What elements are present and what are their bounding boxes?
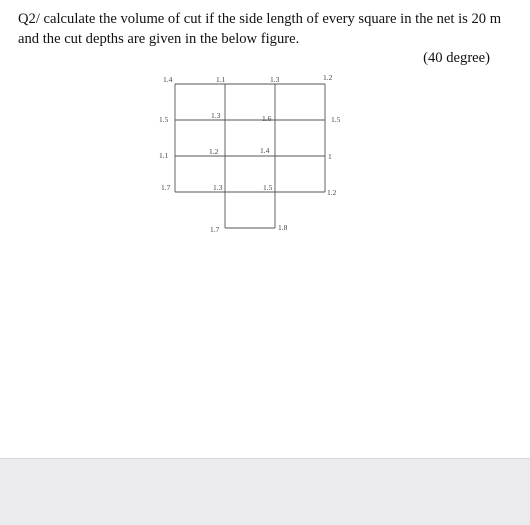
depth-label: 1.2 [209,147,219,156]
depth-label: 1.5 [263,183,273,192]
depth-label: 1.3 [213,183,223,192]
depth-label: 1.1 [216,75,226,84]
depth-label: 1.2 [327,188,337,197]
depth-label: 1.1 [159,151,169,160]
points-label: (40 degree) [423,50,490,66]
depth-label: 1.8 [278,223,288,232]
depth-label: 1.5 [159,115,169,124]
depth-label: 1.5 [331,115,341,124]
grid-lines [175,84,325,228]
question-text: Q2/ calculate the volume of cut if the side length of every square in the net is 20 m and the cut depths are given in the below figure. [18,11,502,47]
depth-label: 1.7 [210,225,220,234]
depth-label: 1.4 [163,75,173,84]
depth-label: 1.3 [270,75,280,84]
depth-label: 1.7 [161,183,171,192]
depth-label: 1.6 [262,114,272,123]
footer-band [0,458,530,525]
depth-label: 1 [328,152,332,161]
depth-label: 1.3 [211,111,221,120]
depth-label: 1.4 [260,146,270,155]
depth-labels [159,73,341,234]
depth-label: 1.2 [323,73,333,82]
